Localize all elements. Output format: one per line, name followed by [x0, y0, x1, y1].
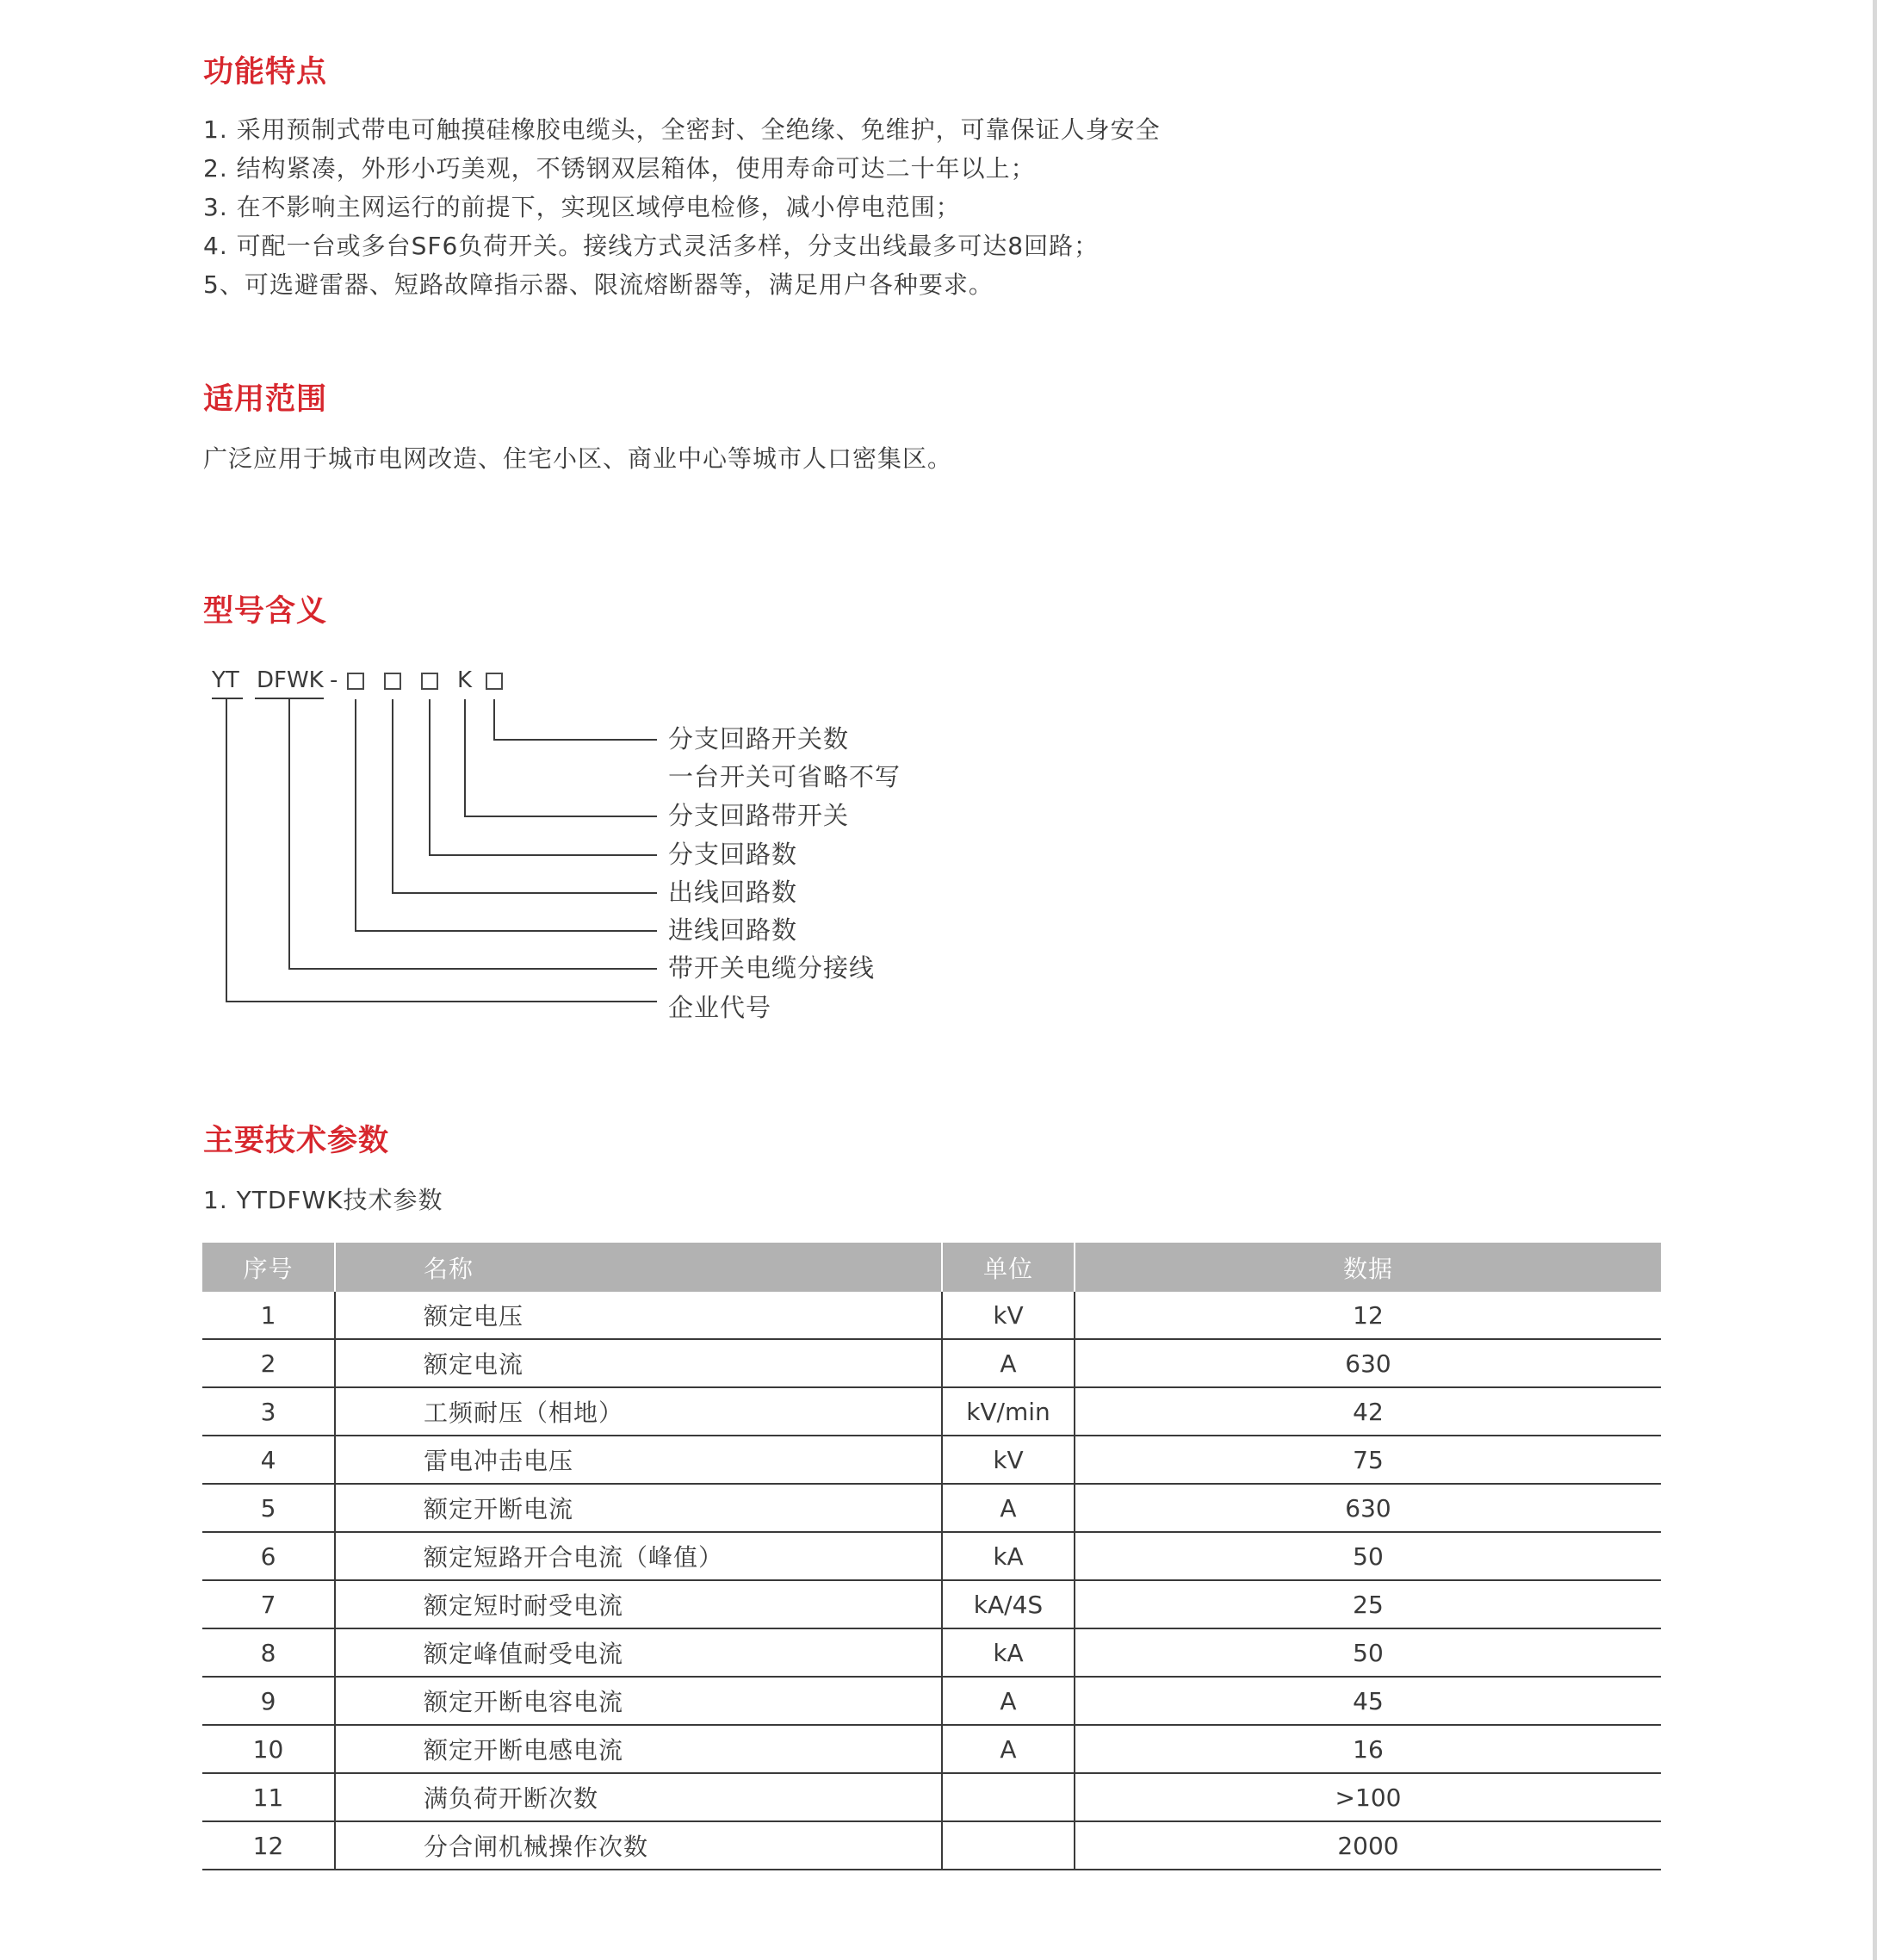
- table-cell: 50: [1075, 1532, 1661, 1580]
- table-cell: 额定开断电容电流: [335, 1677, 942, 1725]
- table-cell: 额定电压: [335, 1292, 942, 1339]
- table-row: [202, 1484, 1661, 1532]
- model-desc: 带开关电缆分接线: [668, 953, 876, 983]
- params-subtitle: 1. YTDFWK技术参数: [203, 1186, 443, 1214]
- table-cell: 雷电冲击电压: [335, 1436, 942, 1484]
- feature-item: 5、可选避雷器、短路故障指示器、限流熔断器等，满足用户各种要求。: [203, 270, 994, 299]
- table-cell: 11: [202, 1773, 335, 1821]
- scope-heading: 适用范围: [203, 382, 328, 417]
- table-cell: 2000: [1075, 1821, 1661, 1870]
- table-cell: 1: [202, 1292, 335, 1339]
- model-desc: 分支回路开关数: [668, 724, 850, 754]
- table-cell: 630: [1075, 1484, 1661, 1532]
- code-box-1: [347, 673, 364, 690]
- table-cell: kA/4S: [942, 1580, 1075, 1628]
- table-cell: 额定开断电感电流: [335, 1725, 942, 1773]
- feature-item: 1. 采用预制式带电可触摸硅橡胶电缆头，全密封、全绝缘、免维护，可靠保证人身安全: [203, 115, 1161, 144]
- spec-table: [202, 1243, 1661, 1870]
- underline-yt: [212, 698, 243, 699]
- table-row: [202, 1532, 1661, 1580]
- connector-line: [288, 699, 290, 970]
- table-cell: 分合闸机械操作次数: [335, 1821, 942, 1870]
- table-cell: 额定峰值耐受电流: [335, 1628, 942, 1677]
- model-desc: 一台开关可省略不写: [668, 762, 901, 791]
- feature-item: 3. 在不影响主网运行的前提下，实现区域停电检修，减小停电范围；: [203, 193, 961, 221]
- table-cell: kA: [942, 1532, 1075, 1580]
- table-row: [202, 1821, 1661, 1870]
- code-dash: -: [330, 667, 338, 693]
- table-cell: 3: [202, 1387, 335, 1436]
- table-cell: 42: [1075, 1387, 1661, 1436]
- table-row: [202, 1580, 1661, 1628]
- table-row: [202, 1677, 1661, 1725]
- connector-line: [429, 854, 657, 856]
- table-cell: 12: [1075, 1292, 1661, 1339]
- code-k: K: [457, 667, 473, 693]
- connector-line: [392, 699, 393, 894]
- table-cell: A: [942, 1677, 1075, 1725]
- table-cell: 额定短时耐受电流: [335, 1580, 942, 1628]
- connector-line: [226, 699, 227, 1002]
- code-box-2: [384, 673, 401, 690]
- table-cell: >100: [1075, 1773, 1661, 1821]
- scope-text: 广泛应用于城市电网改造、住宅小区、商业中心等城市人口密集区。: [203, 444, 953, 473]
- connector-line: [493, 699, 495, 741]
- table-row: [202, 1436, 1661, 1484]
- table-row: [202, 1725, 1661, 1773]
- table-cell: 8: [202, 1628, 335, 1677]
- model-desc: 分支回路带开关: [668, 801, 850, 830]
- table-cell: 16: [1075, 1725, 1661, 1773]
- column-header: 单位: [942, 1243, 1075, 1292]
- page-edge: [1873, 0, 1877, 1960]
- connector-line: [392, 892, 657, 894]
- table-row: [202, 1387, 1661, 1436]
- table-row: [202, 1339, 1661, 1387]
- table-cell: 满负荷开断次数: [335, 1773, 942, 1821]
- column-header: 名称: [335, 1243, 942, 1292]
- model-desc: 出线回路数: [668, 878, 798, 907]
- connector-line: [429, 699, 431, 856]
- connector-line: [464, 699, 466, 817]
- table-cell: 7: [202, 1580, 335, 1628]
- table-cell: kV: [942, 1292, 1075, 1339]
- table-cell: 25: [1075, 1580, 1661, 1628]
- model-desc: 分支回路数: [668, 840, 798, 869]
- table-cell: kV: [942, 1436, 1075, 1484]
- connector-line: [464, 816, 657, 817]
- table-row: [202, 1773, 1661, 1821]
- table-cell: 75: [1075, 1436, 1661, 1484]
- table-cell: 额定开断电流: [335, 1484, 942, 1532]
- column-header: 序号: [202, 1243, 335, 1292]
- table-cell: A: [942, 1339, 1075, 1387]
- column-header: 数据: [1075, 1243, 1661, 1292]
- table-header-row: [202, 1243, 1661, 1292]
- connector-line: [288, 968, 657, 970]
- table-row: [202, 1292, 1661, 1339]
- features-heading: 功能特点: [203, 55, 328, 90]
- table-cell: 6: [202, 1532, 335, 1580]
- model-desc: 进线回路数: [668, 915, 798, 945]
- table-cell: 630: [1075, 1339, 1661, 1387]
- table-cell: 12: [202, 1821, 335, 1870]
- code-box-4: [486, 673, 503, 690]
- connector-line: [493, 739, 657, 741]
- connector-line: [355, 699, 356, 932]
- code-box-3: [421, 673, 438, 690]
- feature-item: 4. 可配一台或多台SF6负荷开关。接线方式灵活多样，分支出线最多可达8回路；: [203, 232, 1100, 260]
- features-list: [203, 110, 1161, 304]
- table-cell: 4: [202, 1436, 335, 1484]
- connector-line: [355, 930, 657, 932]
- code-yt: YT: [212, 667, 239, 693]
- table-body: [202, 1292, 1661, 1870]
- table-cell: [942, 1821, 1075, 1870]
- model-heading: 型号含义: [203, 594, 328, 629]
- table-cell: 工频耐压（相地）: [335, 1387, 942, 1436]
- table-cell: [942, 1773, 1075, 1821]
- feature-item: 2. 结构紧凑，外形小巧美观，不锈钢双层箱体，使用寿命可达二十年以上；: [203, 154, 1036, 183]
- code-dfwk: DFWK: [257, 667, 324, 693]
- table-row: [202, 1628, 1661, 1677]
- table-cell: A: [942, 1725, 1075, 1773]
- table-cell: 2: [202, 1339, 335, 1387]
- table-cell: 50: [1075, 1628, 1661, 1677]
- table-cell: A: [942, 1484, 1075, 1532]
- table-cell: 10: [202, 1725, 335, 1773]
- connector-line: [226, 1001, 657, 1002]
- table-cell: kV/min: [942, 1387, 1075, 1436]
- table-cell: 9: [202, 1677, 335, 1725]
- model-desc: 企业代号: [668, 993, 772, 1022]
- table-cell: 额定短路开合电流（峰值）: [335, 1532, 942, 1580]
- params-heading: 主要技术参数: [203, 1124, 390, 1158]
- table-cell: kA: [942, 1628, 1075, 1677]
- table-cell: 45: [1075, 1677, 1661, 1725]
- table-cell: 额定电流: [335, 1339, 942, 1387]
- table-cell: 5: [202, 1484, 335, 1532]
